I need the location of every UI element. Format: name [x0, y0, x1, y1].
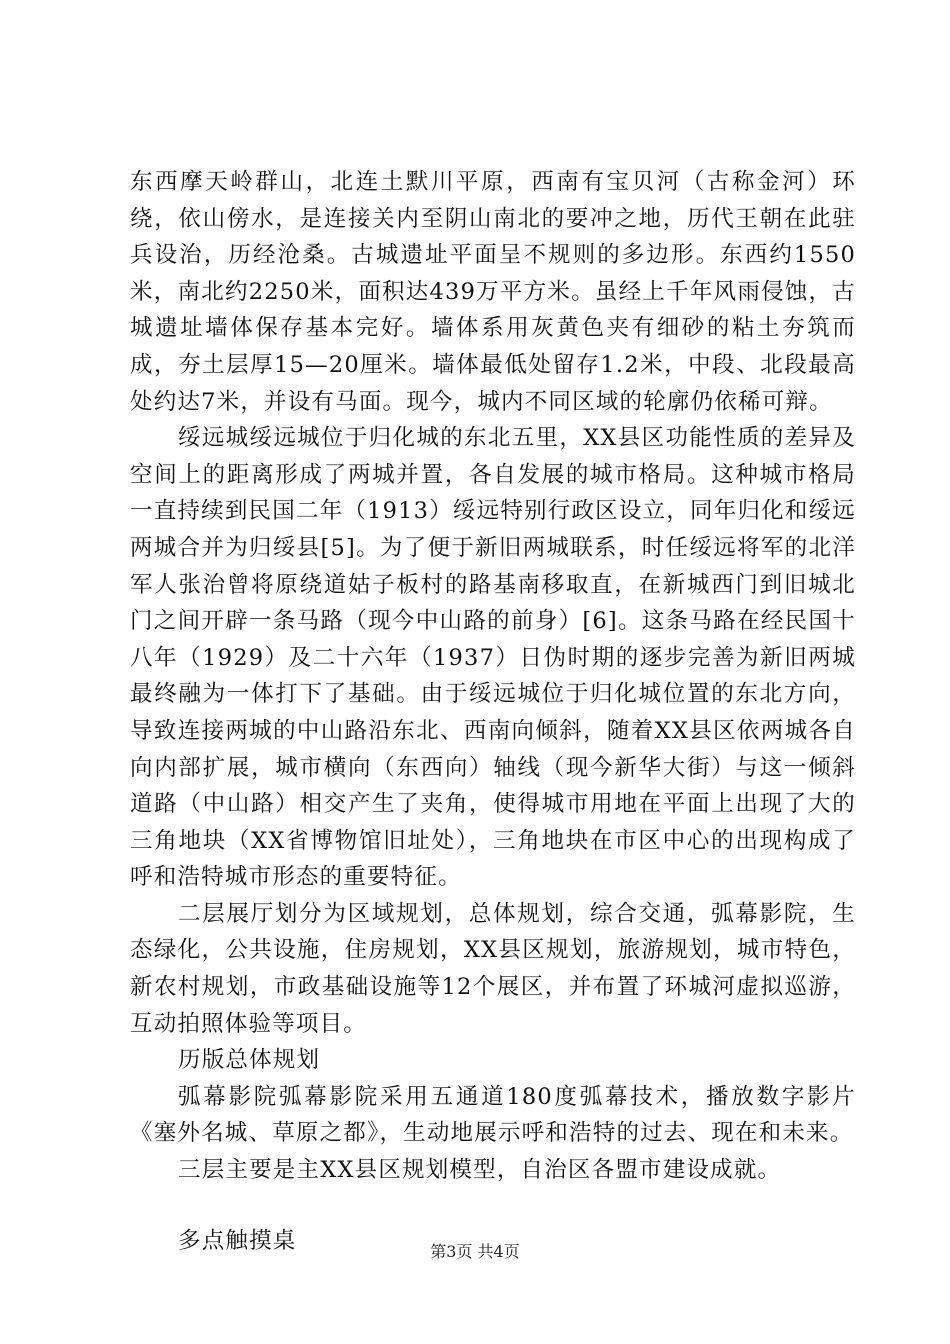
paragraph-master-plan-history: 历版总体规划: [178, 1047, 321, 1074]
paragraph-dome-cinema: 弧幕影院弧幕影院采用五通道180度弧幕技术，播放数字影片《塞外名城、草原之都》，生动地展示呼和浩特的过去、现在和未来。: [130, 1083, 856, 1147]
paragraph-ancient-city: 东西摩天岭群山，北连土默川平原，西南有宝贝河（古称金河）环绕，依山傍水，是连接关内至阴山南北的要冲之地，历代王朝在此驻兵设治，历经沧桑。古城遗址平面呈不规则的多边形。东西约1550米，南北约2250米，面积达439万平方米。虽经上千年风雨侵蚀，古城遗址墙体保存基本完好。墙体系用灰黄色夹有细砂的粘土夯筑而成，夯土层厚15—20厘米。墙体最低处留存1.2米，中段、北段最高处约达7米，并设有马面。现今，城内不同区域的轮廓仍依稀可辩。: [130, 169, 856, 415]
paragraph-third-floor: 三层主要是主XX县区规划模型，自治区各盟市建设成就。: [178, 1157, 782, 1184]
paragraph-suiyuan-city: 绥远城绥远城位于归化城的东北五里，XX县区功能性质的差异及空间上的距离形成了两城并置，各自发展的城市格局。这种城市格局一直持续到民国二年（1913）绥远特别行政区设立，同年归化和绥远两城合并为归绥县[5]。为了便于新旧两城联系，时任绥远将军的北洋军人张治曾将原绕道姑子板村的路基南移取直，在新城西门到旧城北门之间开辟一条马路（现今中山路的前身）[6]。这条马路在经民国十八年（1929）及二十六年（1937）日伪时期的逐步完善为新旧两城最终融为一体打下了基础。由于绥远城位于归化城位置的东北方向，导致连接两城的中山路沿东北、西南向倾斜，随着XX县区依两城各自向内部扩展，城市横向（东西向）轴线（现今新华大街）与这一倾斜道路（中山路）相交产生了夹角，使得城市用地在平面上出现了大的三角地块（XX省博物馆旧址处），三角地块在市区中心的出现构成了呼和浩特城市形态的重要特征。: [130, 425, 856, 891]
paragraph-second-floor-hall: 二层展厅划分为区域规划，总体规划，综合交通，弧幕影院，生态绿化，公共设施，住房规划，XX县区规划，旅游规划，城市特色，新农村规划，市政基础设施等12个展区，并布置了环城河虚拟巡游，互动拍照体验等项目。: [130, 900, 856, 1037]
paragraph-multitouch-table: 多点触摸桌: [178, 1227, 297, 1254]
page-footer: 第3页 共4页: [430, 1242, 520, 1261]
document-body: [130, 164, 856, 1259]
